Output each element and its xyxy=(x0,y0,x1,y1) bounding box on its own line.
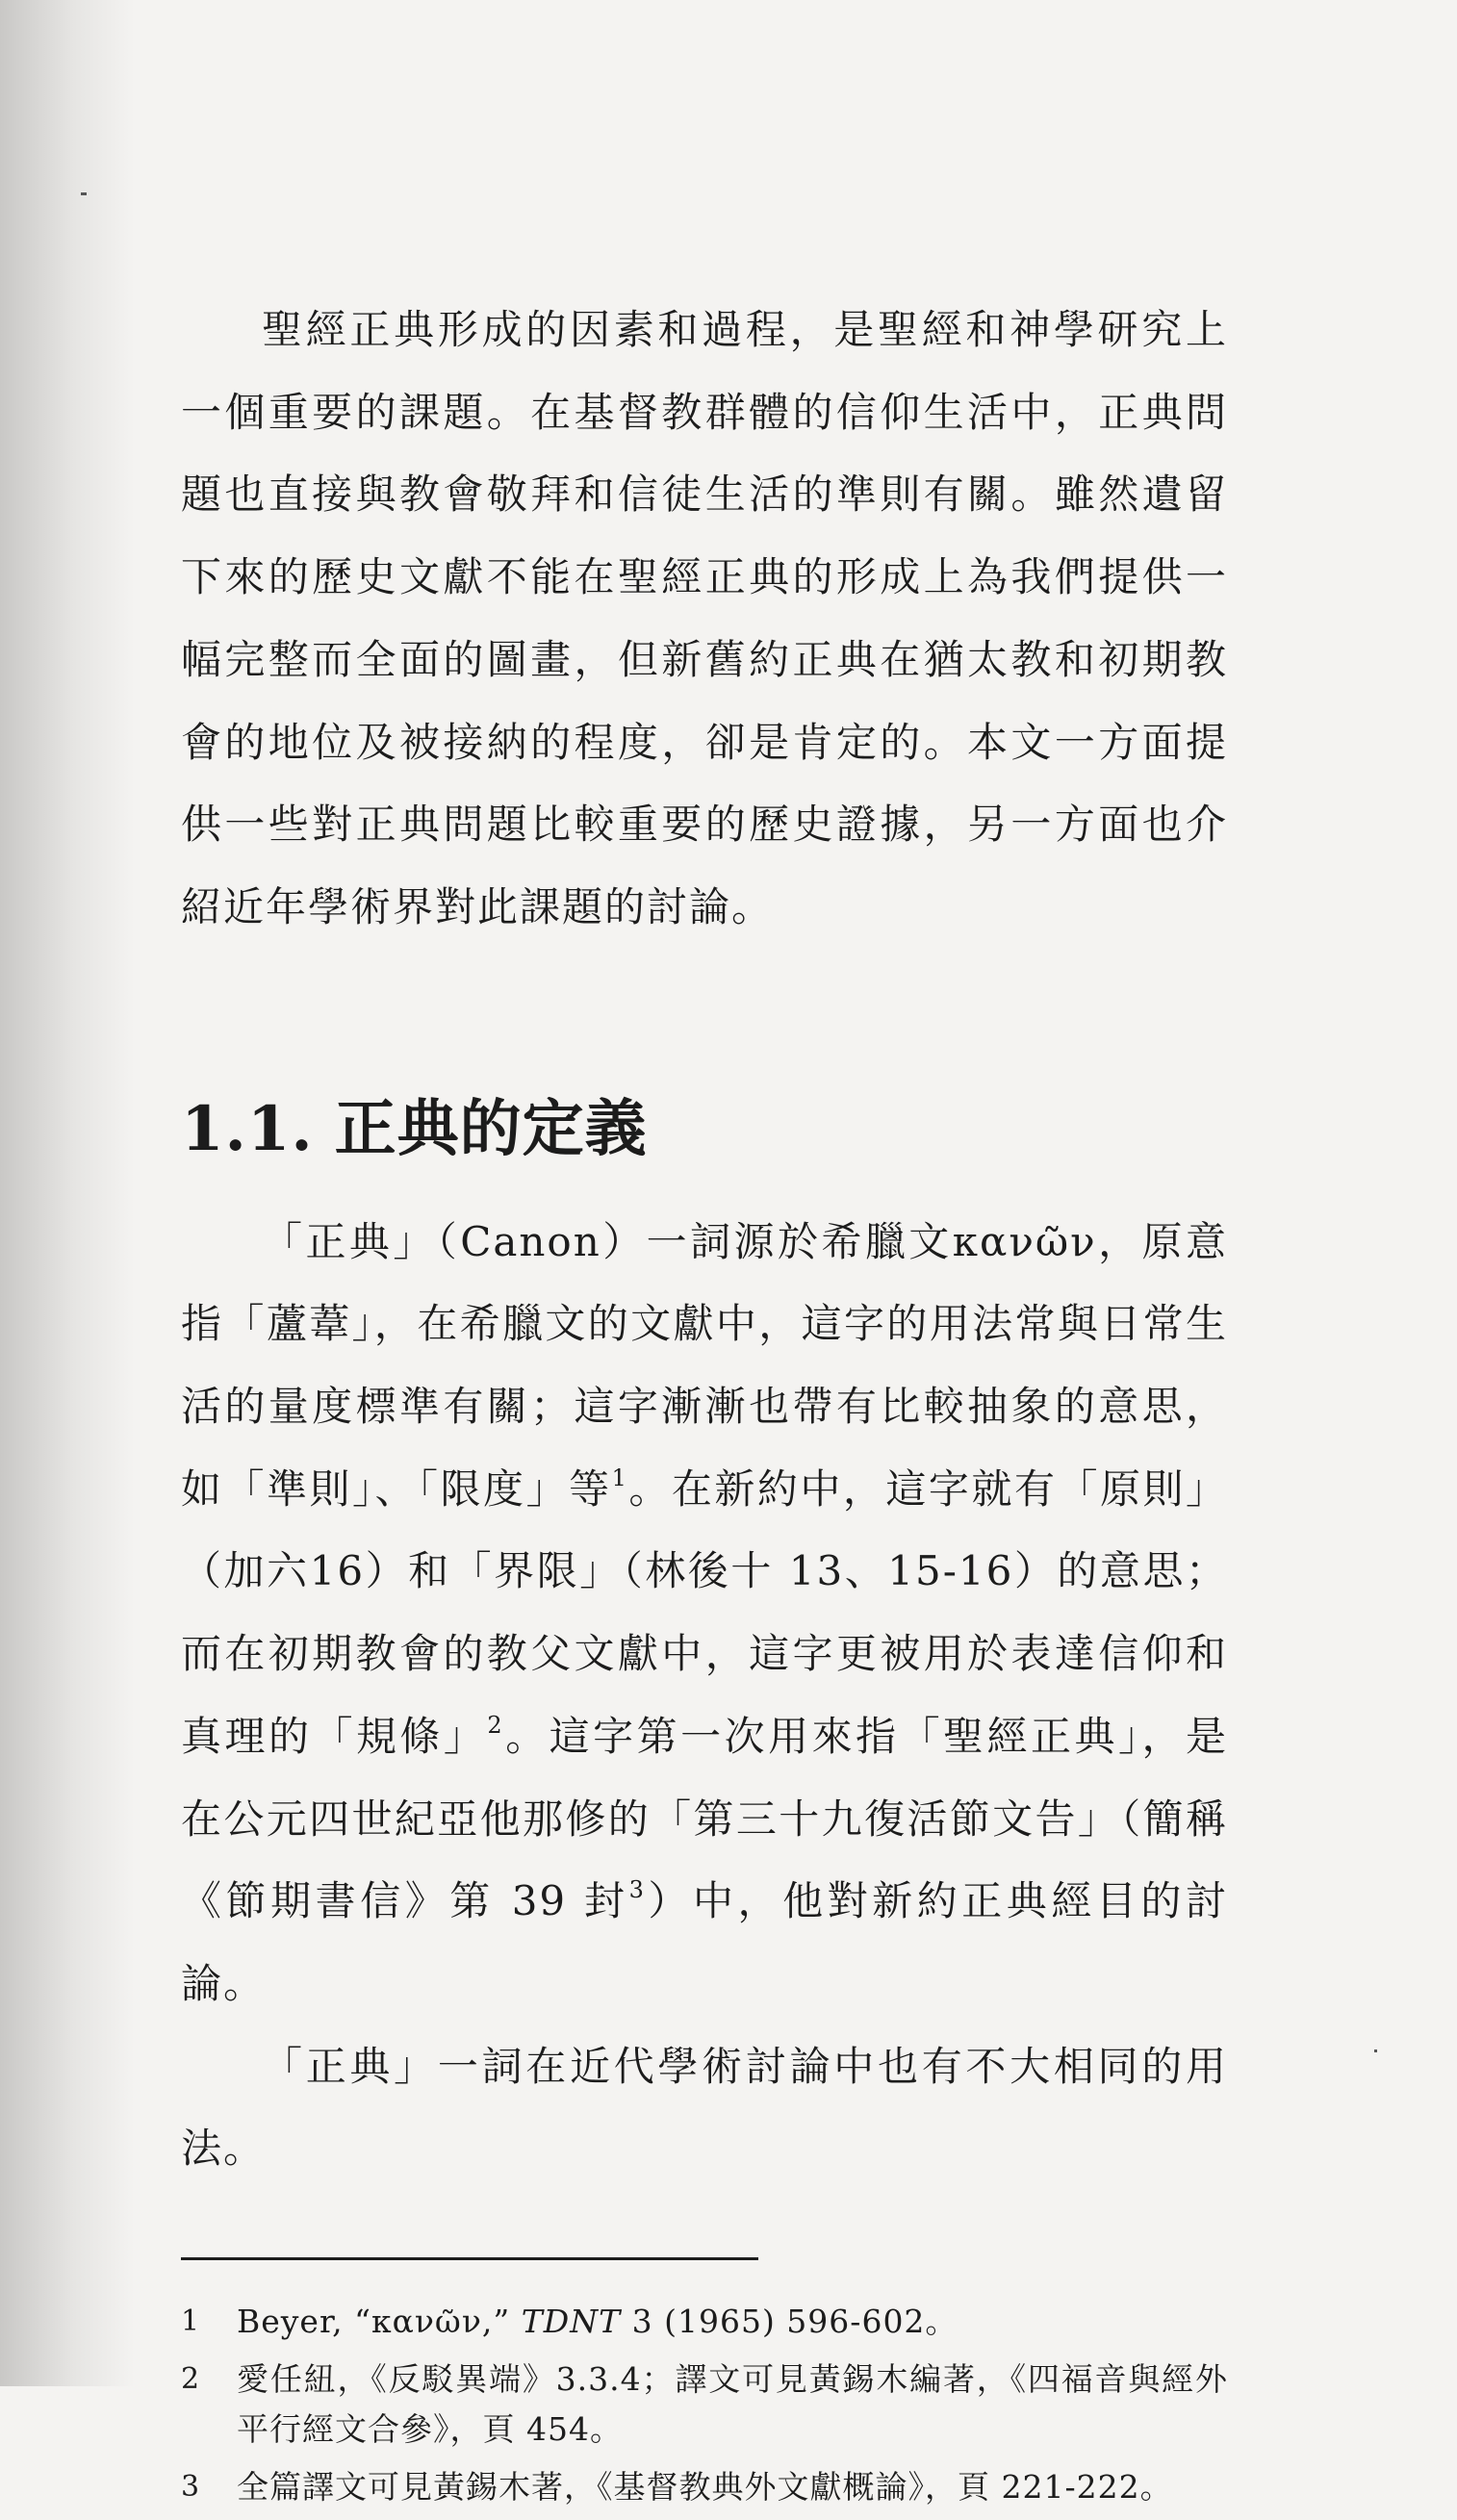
footnote-2 xyxy=(181,2355,1228,2455)
definition-text-2: 。在新約中，這字就有「原則」（加六16）和「界限」（林後十 13、15-16）的意思；而在初期教會的教父文獻中，這字更被用於表達信仰和真理的「規條」 xyxy=(181,1464,1228,1760)
definition-text-1: 「正典」（Canon）一詞源於希臘文κανῶν，原意指「蘆葦」，在希臘文的文獻中，這字的用法常與日常生活的量度標準有關；這字漸漸也帶有比較抽象的意思，如「準則」、「限度」等 xyxy=(181,1217,1228,1513)
section-heading xyxy=(181,1091,1228,1168)
footnote-text: 全篇譯文可見黃錫木著，《基督教典外文獻概論》，頁 221-222。 xyxy=(237,2468,1173,2507)
scan-speck xyxy=(1374,2049,1377,2052)
footnote-ref-1[interactable]: 1 xyxy=(611,1464,628,1491)
footnote-ref-3[interactable]: 3 xyxy=(628,1876,646,1904)
footnote-author: Beyer, “κανῶν,” xyxy=(237,2303,522,2341)
footnote-text: 愛任紐，《反駁異端》3.3.4；譯文可見黃錫木編著，《四福音與經外平行經文合參》，頁 454。 xyxy=(237,2360,1228,2449)
section-title: 正典的定義 xyxy=(334,1093,648,1165)
footnote-ref-2[interactable]: 2 xyxy=(487,1711,504,1739)
footnote-divider xyxy=(181,2257,758,2260)
footnote-text xyxy=(237,2297,1228,2347)
footnote-number: 3 xyxy=(181,2470,201,2505)
footnote-number: 2 xyxy=(181,2362,201,2397)
scan-speck xyxy=(81,192,87,195)
footnote-journal: TDNT xyxy=(521,2303,622,2341)
usage-paragraph: 「正典」一詞在近代學術討論中也有不大相同的用法。 xyxy=(181,2042,1228,2173)
footnote-citation: 3 (1965) 596-602。 xyxy=(621,2303,959,2341)
footnote-number: 1 xyxy=(181,2304,201,2339)
footnote-1 xyxy=(181,2297,1228,2347)
footnote-3 xyxy=(181,2462,1228,2512)
section-number: 1.1. xyxy=(181,1092,314,1165)
intro-paragraph: 聖經正典形成的因素和過程，是聖經和神學研究上一個重要的課題。在基督教群體的信仰生活中，正典問題也直接與教會敬拜和信徒生活的準則有關。雖然遺留下來的歷史文獻不能在聖經正典的形成上為我們提供一幅完整而全面的圖畫，但新舊約正典在猶太教和初期教會的地位及被接納的程度，卻是肯定的。本文一方面提供一些對正典問題比較重要的歷史證據，另一方面也介紹近年學術界對此課題的討論。 xyxy=(181,306,1228,930)
definition-text-4: ）中，他對新約正典經目的討論。 xyxy=(181,1877,1228,2007)
definition-paragraph xyxy=(181,1201,1228,2025)
page-body xyxy=(181,289,1228,2520)
binding-gutter-shadow xyxy=(0,0,135,2386)
definition-text-3: 。這字第一次用來指「聖經正典」，是在公元四世紀亞他那修的「第三十九復活節文告」（簡稱《節期書信》第 39 封 xyxy=(181,1712,1228,1925)
footnotes xyxy=(181,2297,1228,2512)
